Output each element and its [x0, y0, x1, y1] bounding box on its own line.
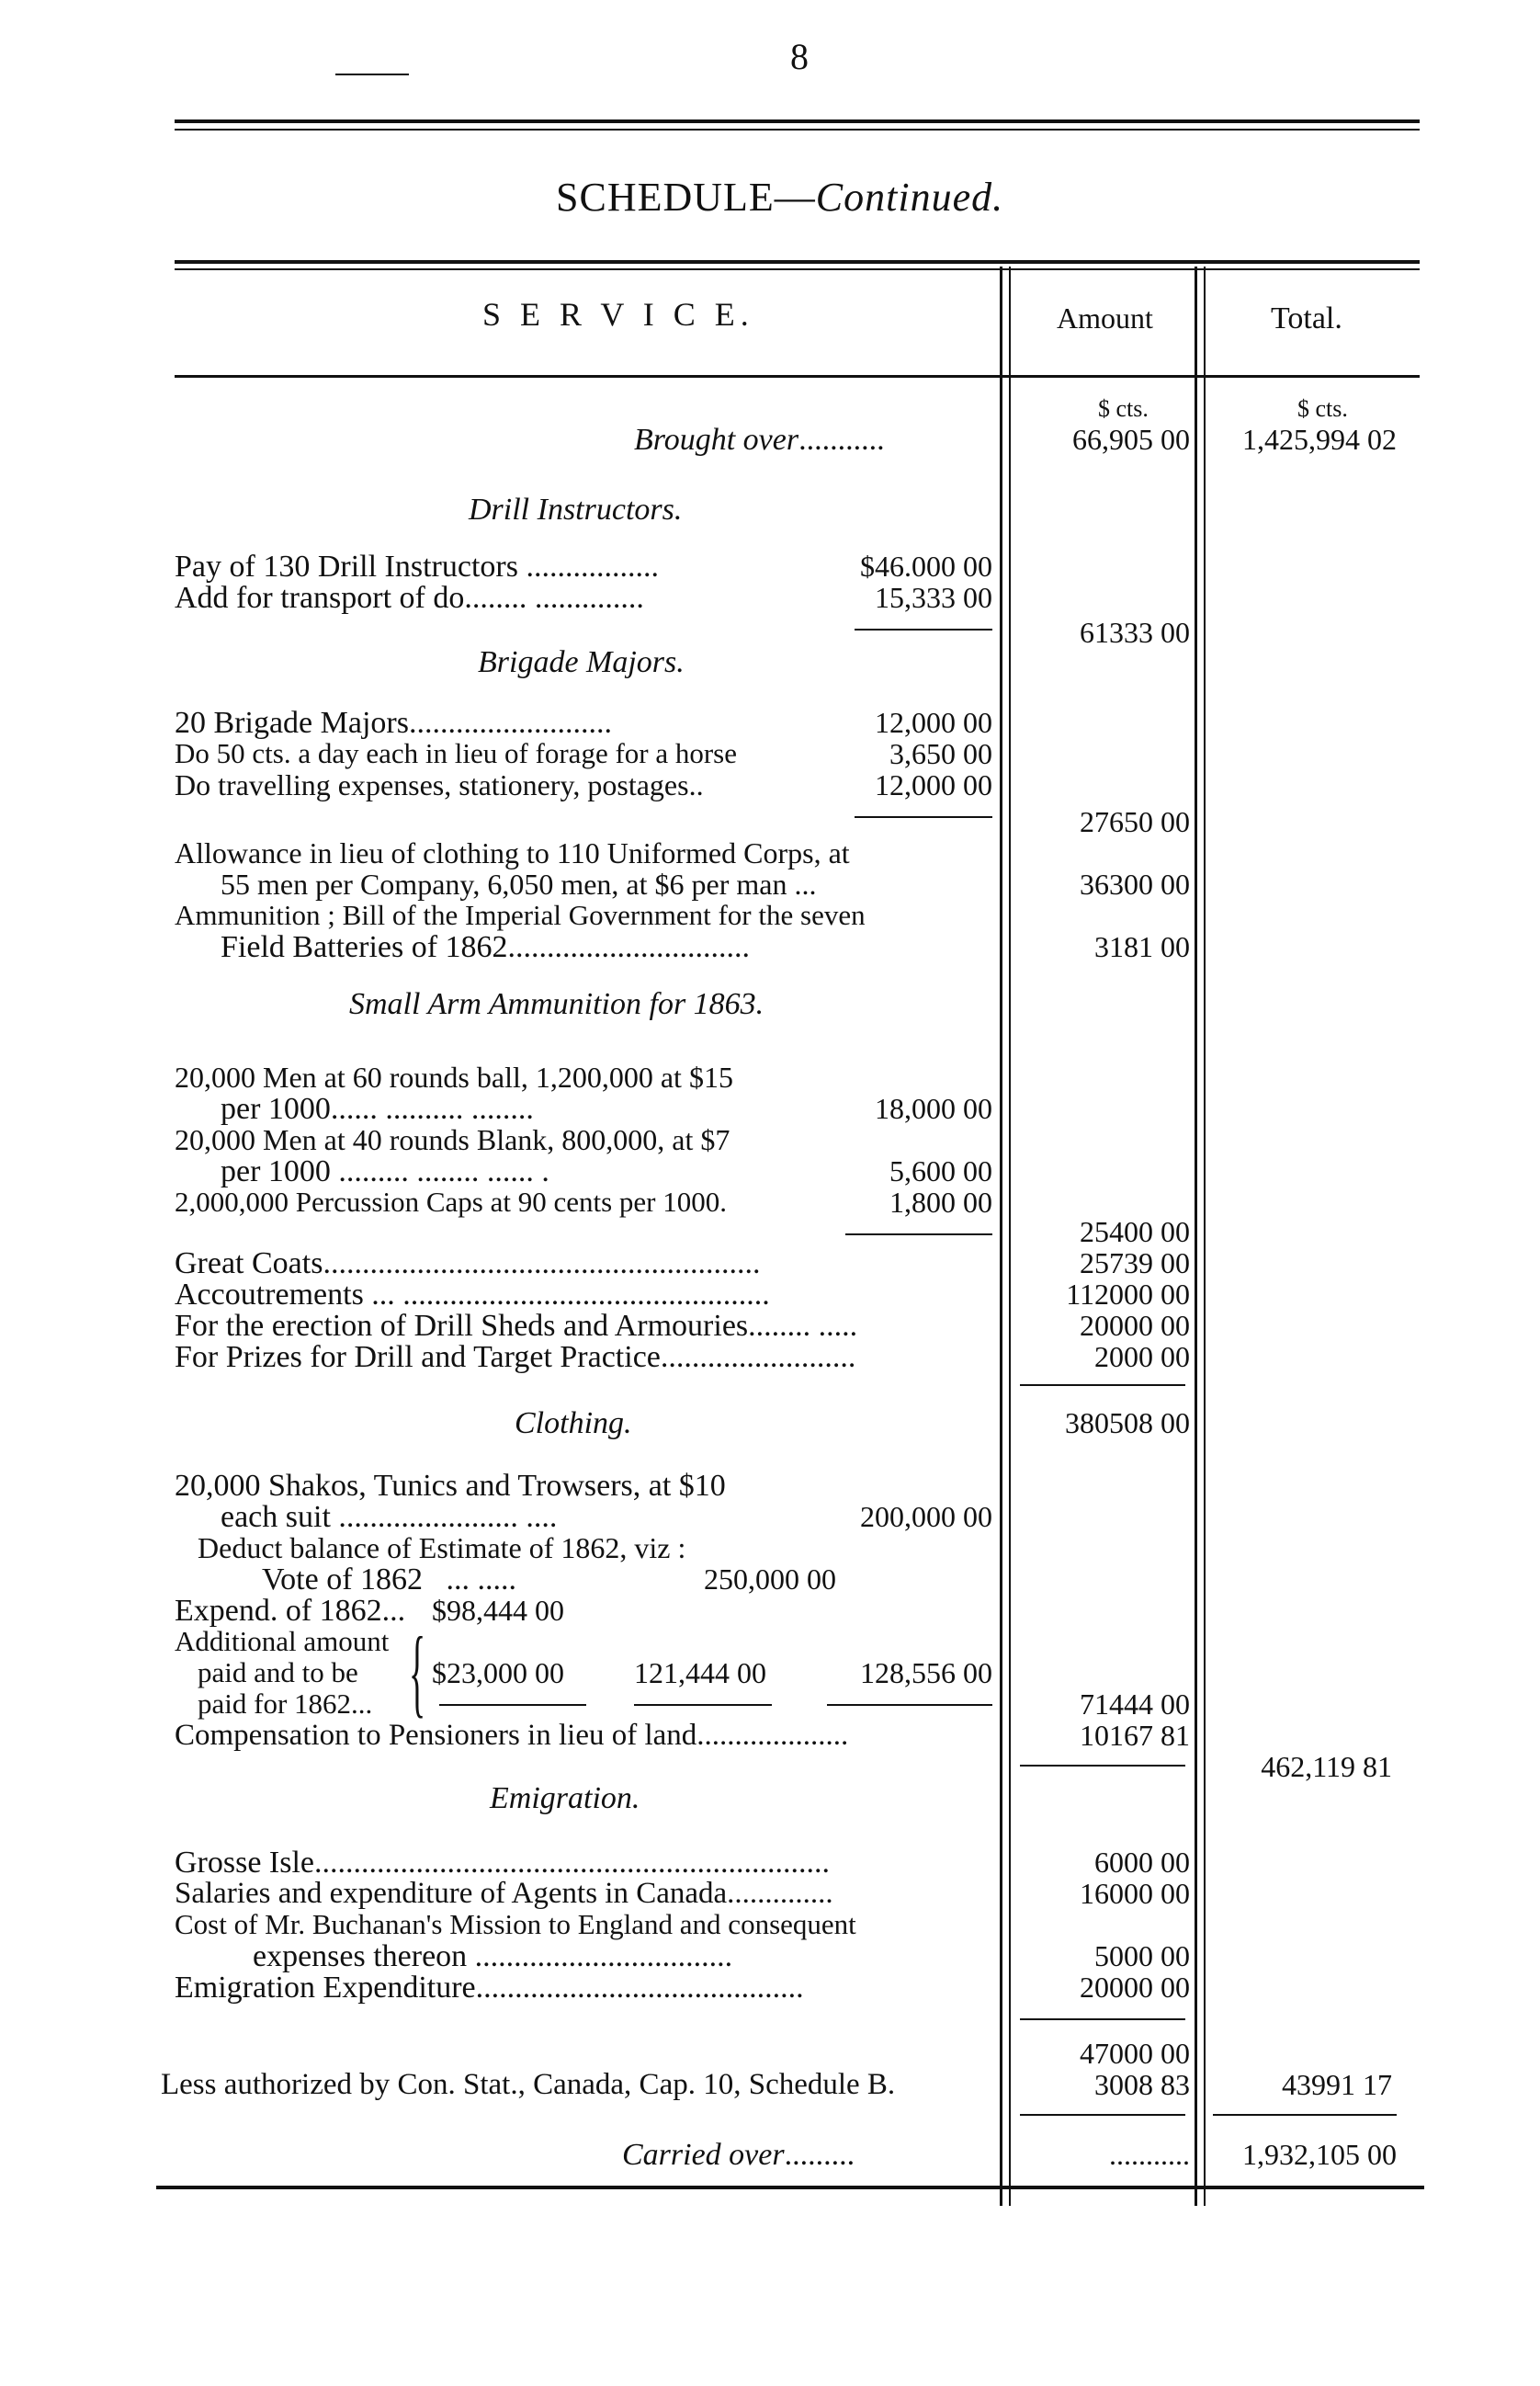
small-arms-ball-value: 18,000 00: [875, 1092, 992, 1125]
small-arms-heading-year: for 1863.: [649, 987, 764, 1021]
clothing-addl-line1: Additional amount: [175, 1625, 390, 1657]
clothing-vote-row: [262, 1564, 516, 1596]
drill-sum-rule: [855, 629, 992, 631]
brigade-amount: 27650 00: [1080, 805, 1190, 838]
misc-label-0: Great Coats........................................................: [175, 1246, 761, 1280]
page-title: [556, 177, 1003, 218]
emigration-mission-line2: expenses thereon .................................: [253, 1939, 733, 1973]
small-arms-blank-line1: 20,000 Men at 40 rounds Blank, 800,000, at $7: [175, 1123, 730, 1156]
drill-transport-label: Add for transport of do........ ..............: [175, 581, 644, 615]
emigration-heading: Emigration.: [490, 1781, 640, 1815]
emigration-expend-label: Emigration Expenditure..........................................: [175, 1971, 804, 2005]
emigration-subtotal: 47000 00: [1080, 2037, 1190, 2070]
emigration-expend-amount: 20000 00: [1080, 1971, 1190, 2004]
small-arms-heading-text: Small Arm Ammunition: [349, 987, 641, 1021]
small-arms-amount: 25400 00: [1080, 1215, 1190, 1248]
clothing-subtotal: 380508 00: [1065, 1406, 1190, 1439]
clothing-allowance-amount: 36300 00: [1080, 868, 1190, 901]
unit-amount: $ cts.: [1098, 395, 1149, 422]
stray-mark: [335, 74, 409, 75]
clothing-allowance-line1: Allowance in lieu of clothing to 110 Uniformed Corps, at: [175, 836, 850, 869]
clothing-expend-value: $98,444 00: [432, 1594, 564, 1627]
brigade-forage-value: 3,650 00: [889, 737, 992, 770]
small-arms-caps-value: 1,800 00: [889, 1186, 992, 1219]
brigade-majors-label: 20 Brigade Majors..........................: [175, 706, 612, 740]
pensioners-amount: 10167 81: [1080, 1719, 1190, 1752]
clothing-addl-line3: paid for 1862...: [198, 1687, 373, 1720]
drill-pay-label: Pay of 130 Drill Instructors .................: [175, 550, 659, 584]
col-divider-2: [1195, 267, 1197, 2206]
emigration-mission-line1: Cost of Mr. Buchanan's Mission to England and consequent: [175, 1908, 856, 1940]
table-top-rule-thin: [175, 268, 1420, 270]
brigade-travel-label: Do travelling expenses, stationery, postages..: [175, 768, 704, 801]
small-arms-blank-value: 5,600 00: [889, 1154, 992, 1187]
clothing-addl-sum: 121,444 00: [634, 1656, 766, 1689]
bottom-rule: [156, 2186, 1424, 2189]
brigade-sum-rule: [855, 816, 992, 818]
clothing-amount: 71444 00: [1080, 1687, 1190, 1721]
small-arms-ball-line1: 20,000 Men at 60 rounds ball, 1,200,000 at $15: [175, 1061, 733, 1094]
emigration-agents-label: Salaries and expenditure of Agents in Canada..............: [175, 1877, 833, 1910]
carried-total-rule: [1213, 2114, 1397, 2116]
misc-label-2: For the erection of Drill Sheds and Armouries........ .....: [175, 1309, 858, 1343]
misc-amount-0: 25739 00: [1080, 1246, 1190, 1279]
misc-label-1: Accoutrements ... ...............................................: [175, 1278, 770, 1312]
ammunition-line2: Field Batteries of 1862...............................: [221, 930, 751, 964]
clothing-vote-label: Vote of 1862: [262, 1562, 424, 1596]
table-top-rule: [175, 260, 1420, 264]
drill-transport-value: 15,333 00: [875, 581, 992, 614]
pensioners-label: Compensation to Pensioners in lieu of land....................: [175, 1719, 849, 1752]
unit-total: $ cts.: [1297, 395, 1348, 422]
carried-over-label: Carried over: [622, 2138, 785, 2172]
carried-over-dots: .........: [784, 2138, 855, 2172]
small-arms-ball-line2: per 1000...... .......... ........: [221, 1092, 534, 1126]
brought-over-total: 1,425,994 02: [1242, 423, 1397, 456]
emigration-mission-amount: 5000 00: [1094, 1939, 1190, 1972]
header-rule: [175, 375, 1420, 378]
col-divider-2b: [1204, 267, 1206, 2206]
misc-amount-3: 2000 00: [1094, 1340, 1190, 1373]
emigration-sum-rule: [1020, 2018, 1185, 2020]
clothing-expend-label: Expend. of 1862...: [175, 1594, 406, 1628]
brought-over-row: [634, 425, 885, 456]
drill-heading: Drill Instructors.: [469, 493, 683, 527]
clothing-brace-icon: {: [409, 1618, 426, 1727]
small-arms-caps-label: 2,000,000 Percussion Caps at 90 cents per 1000.: [175, 1186, 727, 1218]
clothing-rule-a: [439, 1704, 586, 1706]
clothing-heading: Clothing.: [515, 1406, 632, 1440]
page-number: 8: [790, 36, 809, 77]
emigration-less-label: Less authorized by Con. Stat., Canada, Cap. 10, Schedule B.: [161, 2068, 896, 2101]
brigade-majors-value: 12,000 00: [875, 706, 992, 739]
ammunition-amount: 3181 00: [1094, 930, 1190, 963]
clothing-addl-diff: 128,556 00: [860, 1656, 992, 1689]
small-arms-heading: [349, 989, 764, 1020]
ammunition-line1: Ammunition ; Bill of the Imperial Government for the seven: [175, 899, 866, 931]
misc-amount-2: 20000 00: [1080, 1309, 1190, 1342]
small-arms-sum-rule: [845, 1233, 992, 1235]
header-service: S E R V I C E.: [482, 296, 754, 333]
clothing-rule-c: [827, 1704, 992, 1706]
col-divider-1b: [1009, 267, 1011, 2206]
header-total: Total.: [1271, 301, 1342, 335]
header-amount: Amount: [1057, 301, 1153, 335]
clothing-shakos-value: 200,000 00: [860, 1500, 992, 1533]
title-italic: Continued.: [815, 175, 1004, 220]
clothing-shakos-line1: 20,000 Shakos, Tunics and Trowsers, at $10: [175, 1469, 726, 1503]
clothing-allowance-line2: 55 men per Company, 6,050 men, at $6 per man ...: [221, 868, 817, 901]
emigration-agents-amount: 16000 00: [1080, 1877, 1190, 1910]
small-arms-blank-line2: per 1000 ......... ........ ...... .: [221, 1154, 549, 1188]
brigade-travel-value: 12,000 00: [875, 768, 992, 801]
misc-label-3: For Prizes for Drill and Target Practice.........................: [175, 1340, 856, 1374]
brought-over-amount: 66,905 00: [1072, 423, 1190, 456]
carried-over-total: 1,932,105 00: [1242, 2138, 1397, 2171]
top-rule-thin: [175, 129, 1420, 131]
pensioners-sum-rule: [1020, 1765, 1185, 1767]
col-divider-1: [1000, 267, 1002, 2206]
carried-amount-rule: [1020, 2114, 1185, 2116]
clothing-vote-value: 250,000 00: [704, 1562, 836, 1596]
emigration-total: 43991 17: [1282, 2068, 1392, 2101]
clothing-deduct-line: Deduct balance of Estimate of 1862, viz :: [198, 1531, 686, 1564]
pensioners-total: 462,119 81: [1261, 1750, 1392, 1783]
carried-over-amount-dots: ...........: [1109, 2138, 1190, 2171]
clothing-vote-dots: ... .....: [446, 1562, 517, 1596]
carried-over-row: [622, 2140, 855, 2171]
misc-sum-rule: [1020, 1384, 1185, 1386]
clothing-rule-b: [634, 1704, 772, 1706]
drill-pay-value: $46.000 00: [860, 550, 992, 583]
brought-over-label: Brought over: [634, 423, 799, 457]
emigration-grosse-label: Grosse Isle..................................................................: [175, 1846, 831, 1880]
title-main: SCHEDULE—: [556, 175, 816, 220]
emigration-less-amount: 3008 83: [1094, 2068, 1190, 2101]
drill-amount: 61333 00: [1080, 616, 1190, 649]
top-rule: [175, 119, 1420, 123]
clothing-shakos-line2: each suit ....................... ....: [221, 1500, 558, 1534]
misc-amount-1: 112000 00: [1066, 1278, 1190, 1311]
clothing-addl-value: $23,000 00: [432, 1656, 564, 1689]
brought-over-dots: ...........: [798, 423, 885, 457]
brigade-forage-label: Do 50 cts. a day each in lieu of forage for a horse: [175, 737, 738, 769]
clothing-addl-line2: paid and to be: [198, 1656, 358, 1688]
emigration-grosse-amount: 6000 00: [1094, 1846, 1190, 1879]
brigade-heading: Brigade Majors.: [478, 645, 685, 679]
